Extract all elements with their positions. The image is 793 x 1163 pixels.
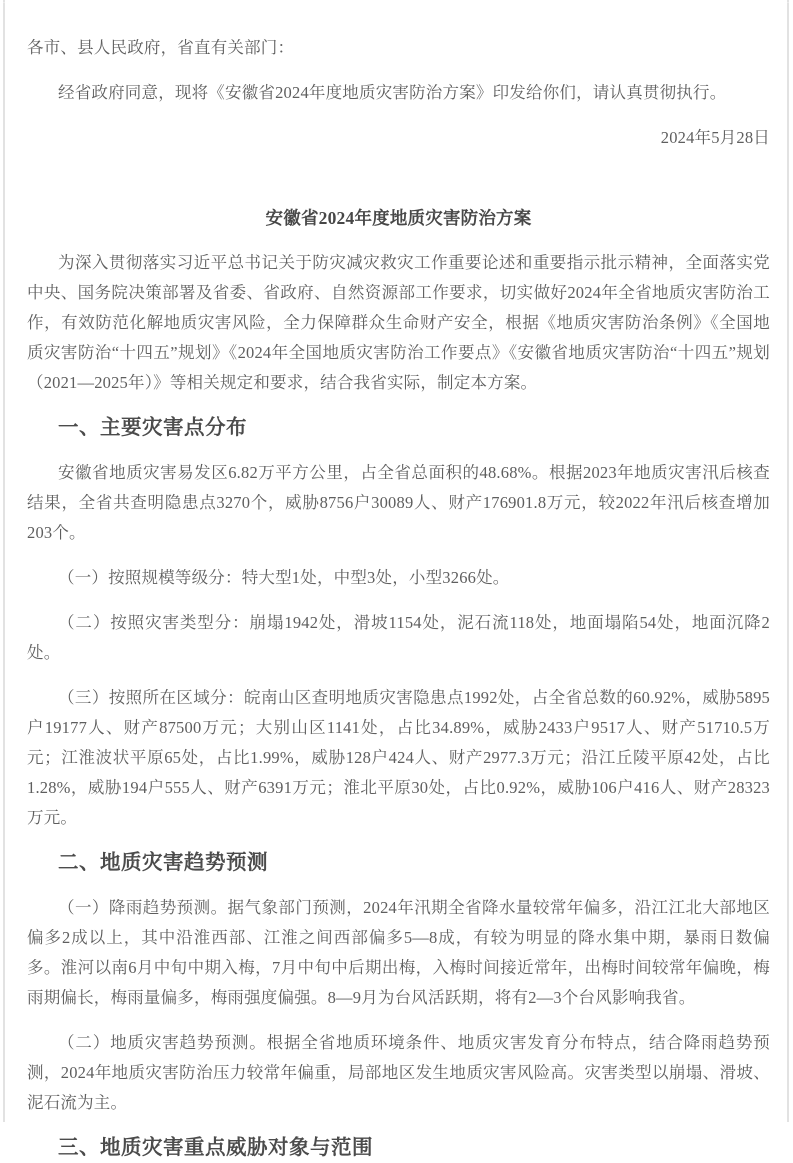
salutation-line: 各市、县人民政府，省直有关部门： [27,38,295,57]
section-heading-3: 三、地质灾害重点威胁对象与范围 [58,1137,373,1159]
intro-paragraph: 为深入贯彻落实习近平总书记关于防灾减灾救灾工作重要论述和重要指示批示精神，全面落实党中央、国务院决策部署及省委、省政府、自然资源部工作要求，切实做好2024年全省地质灾害防治工作，有效防范化解地质灾害风险，全力保障群众生命财产安全，根据《地质灾害防治条例》《全国地质灾害防治“十四五”规划》《2024年全国地质灾害防治工作要点》《安徽省地质灾害防治“十四五”规划（2021—2025年）》等相关规定和要求，结合我省实际，制定本方案。 [27,253,770,392]
by-scale-paragraph: （一）按照规模等级分：特大型1处，中型3处，小型3266处。 [58,568,510,587]
hazard-overview-paragraph: 安徽省地质灾害易发区6.82万平方公里，占全省总面积的48.68%。根据2023年地质灾害汛后核查结果，全省共查明隐患点3270个，威胁8756户30089人、财产176901.8万元，较2022年汛后核查增加203个。 [27,463,770,542]
section-heading-1: 一、主要灾害点分布 [58,417,247,439]
document-body [27,33,770,1163]
by-region-paragraph: （三）按照所在区域分：皖南山区查明地质灾害隐患点1992处，占全省总数的60.92%，威胁5895户19177人、财产87500万元；大别山区1141处，占比34.89%，威胁2433户9517人、财产51710.5万元；江淮波状平原65处，占比1.99%，威胁128户424人、财产2977.3万元；沿江丘陵平原42处，占比1.28%，威胁194户555人、财产6391万元；淮北平原30处，占比0.92%，威胁106户416人、财产28323万元。 [27,688,770,827]
by-type-paragraph: （二）按照灾害类型分：崩塌1942处，滑坡1154处，泥石流118处，地面塌陷54处，地面沉降2处。 [27,613,770,662]
document-title: 安徽省2024年度地质灾害防治方案 [265,208,532,228]
rainfall-trend-paragraph: （一）降雨趋势预测。据气象部门预测，2024年汛期全省降水量较常年偏多，沿江江北大部地区偏多2成以上，其中沿淮西部、江淮之间西部偏多5—8成，有较为明显的降水集中期，暴雨日数偏多。淮河以南6月中旬中期入梅，7月中旬中后期出梅，入梅时间接近常年，出梅时间较常年偏晚，梅雨期偏长，梅雨量偏多，梅雨强度偏强。8—9月为台风活跃期，将有2—3个台风影响我省。 [27,898,770,1007]
issue-date: 2024年5月28日 [660,128,770,147]
page-edge-right [787,0,789,1122]
section-heading-2: 二、地质灾害趋势预测 [58,852,268,874]
disaster-trend-paragraph: （二）地质灾害趋势预测。根据全省地质环境条件、地质灾害发育分布特点，结合降雨趋势预测，2024年地质灾害防治压力较常年偏重，局部地区发生地质灾害风险高。灾害类型以崩塌、滑坡、泥石流为主。 [27,1033,770,1112]
forwarding-notice: 经省政府同意，现将《安徽省2024年度地质灾害防治方案》印发给你们，请认真贯彻执行。 [58,83,727,102]
document-page [5,0,787,1159]
